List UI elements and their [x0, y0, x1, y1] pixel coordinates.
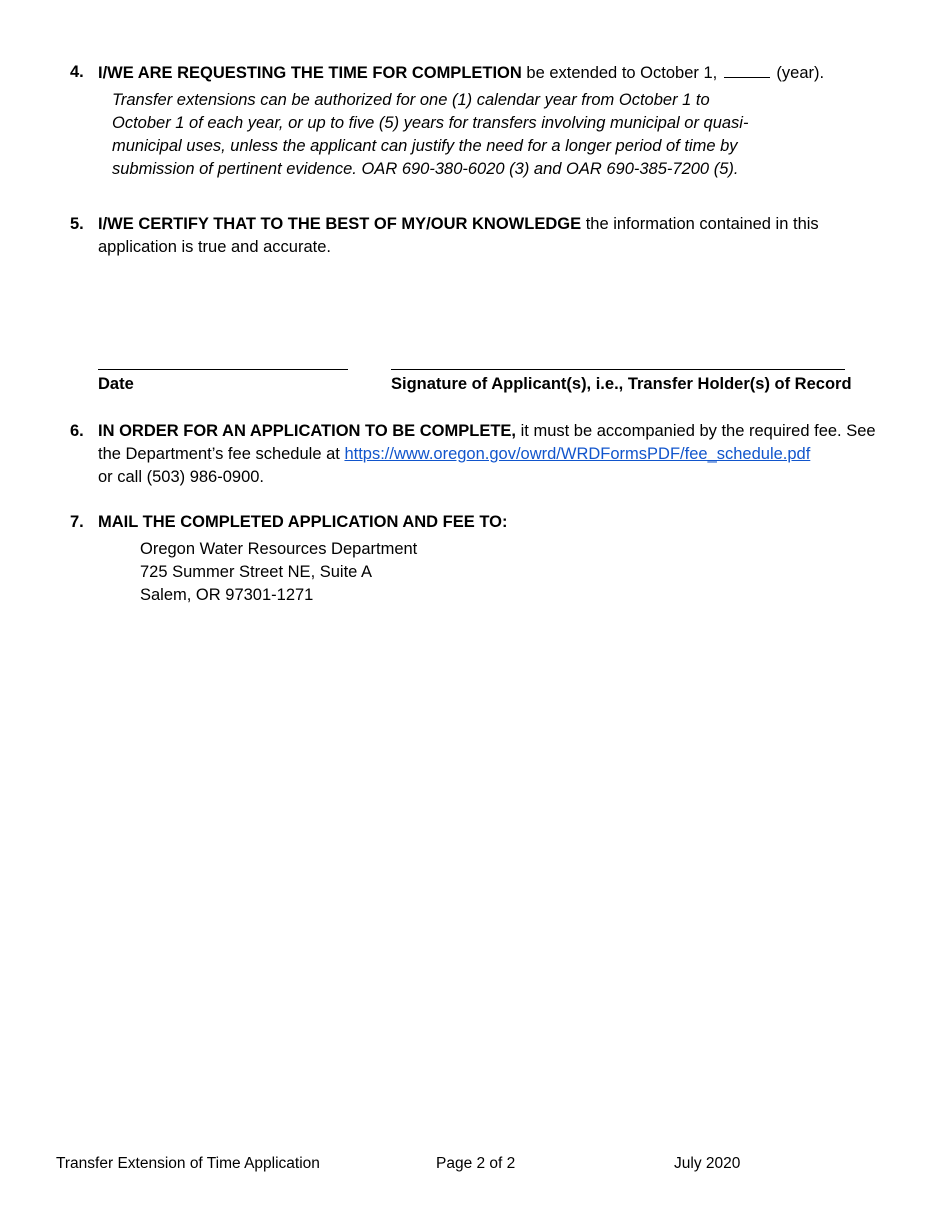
section-number: 6.: [70, 422, 84, 440]
section-heading: IN ORDER FOR AN APPLICATION TO BE COMPLETE,: [98, 422, 517, 440]
section-number: 7.: [70, 513, 84, 531]
section-7: [70, 511, 900, 607]
fee-schedule-link[interactable]: https://www.oregon.gov/owrd/WRDFormsPDF/fee_schedule.pdf: [344, 445, 811, 463]
footer-form-name: Transfer Extension of Time Application: [56, 1155, 320, 1172]
footer-page-number: Page 2 of 2: [436, 1155, 516, 1172]
section-text: the information contained in this application is true and accurate.: [98, 215, 819, 256]
mailing-address: [140, 538, 900, 607]
section-5: [70, 213, 900, 259]
year-blank-field[interactable]: [724, 61, 770, 78]
section-6: [70, 420, 900, 489]
address-line: Oregon Water Resources Department: [140, 540, 418, 558]
section-4: [70, 61, 900, 181]
section-heading: I/WE CERTIFY THAT TO THE BEST OF MY/OUR KNOWLEDGE: [98, 215, 582, 233]
section-text-after: or call (503) 986-0900.: [98, 468, 265, 486]
footer-date: July 2020: [674, 1155, 741, 1172]
date-label: Date: [98, 375, 134, 393]
section-text-after: (year).: [776, 64, 825, 82]
date-line[interactable]: [98, 369, 348, 370]
section-number: 4.: [70, 63, 84, 81]
extension-note: Transfer extensions can be authorized for one (1) calendar year from October 1 to October 1 of each year, or up to five (5) years for transfers involving municipal or quasi-municipal uses, unless the applicant can justify the need for a longer period of time by submission of pertinent evidence. OAR 690-380-6020 (3) and OAR 690-385-7200 (5).: [112, 91, 749, 178]
section-number: 5.: [70, 215, 84, 233]
section-text: it must be accompanied by the required fee. See the Department’s fee schedule at: [98, 422, 876, 463]
address-line: 725 Summer Street NE, Suite A: [140, 563, 373, 581]
signature-label: Signature of Applicant(s), i.e., Transfer Holder(s) of Record: [391, 375, 852, 393]
section-heading: MAIL THE COMPLETED APPLICATION AND FEE TO:: [98, 513, 508, 531]
address-line: Salem, OR 97301-1271: [140, 586, 314, 604]
signature-line[interactable]: [391, 369, 845, 370]
section-heading: I/WE ARE REQUESTING THE TIME FOR COMPLETION: [98, 64, 522, 82]
section-text: be extended to October 1,: [526, 64, 718, 82]
